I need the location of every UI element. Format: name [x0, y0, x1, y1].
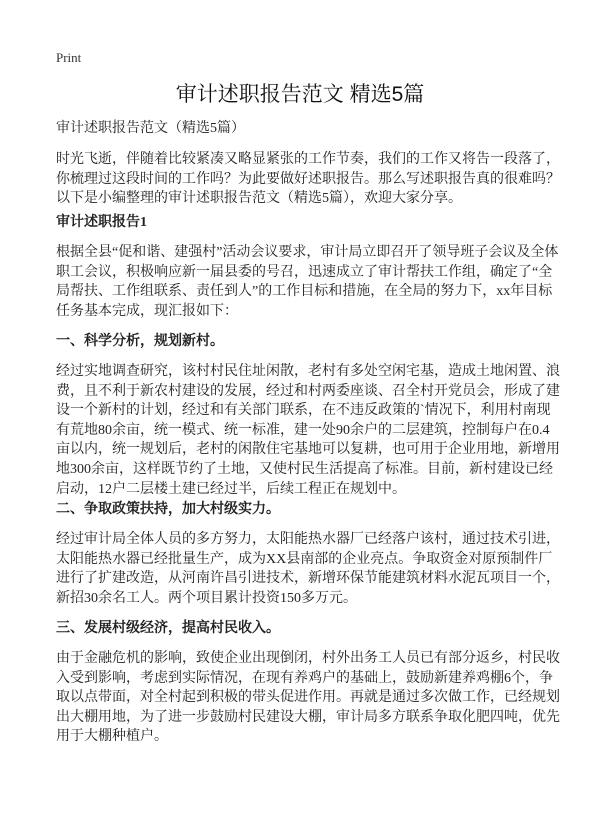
text-line: 进行了扩建改造，从河南许昌引进技术，新增环保节能建筑材料水泥瓦项目一个， [56, 571, 560, 587]
section-heading-1 [56, 332, 556, 352]
text-line: 亩以内，统一规划后，老村的闲散住宅基地可以复耕，也可用于企业用地，新增用 [56, 442, 560, 458]
paragraph-2 [56, 362, 560, 499]
text-line: 太阳能热水器已经批量生产，成为XX县南部的企业亮点。争取资金对原预制件厂 [56, 551, 553, 567]
report-heading-text: 审计述职报告1 [56, 215, 147, 230]
paragraph-3 [56, 530, 560, 608]
text-line: 费，且不利于新农村建设的发展，经过和村两委座谈、召全村开党员会，形成了建 [56, 383, 560, 399]
text-line: 设一个新村的计划，经过和有关部门联系，在不违反政策的`情况下，利用村南现 [56, 403, 551, 419]
paragraph-1 [56, 243, 559, 321]
section-heading-3 [56, 619, 556, 639]
text-line: 入受到影响，考虑到实际情况，在现有养鸡户的基础上，鼓励新建养鸡棚6个，争 [56, 670, 553, 686]
report-heading [56, 213, 556, 233]
intro-paragraph [56, 150, 560, 209]
section-heading-2 [56, 500, 556, 520]
text-line: 由于金融危机的影响，致使企业出现倒闭，村外出务工人员已有部分返乡，村民收 [56, 651, 560, 666]
text-line: 出大棚用地，为了进一步鼓励村民建设大棚，审计局多方联系争取化肥四吨，优先 [56, 709, 560, 725]
section-heading-text: 二、争取政策扶持，加大村级实力。 [56, 502, 280, 517]
section-heading-text: 三、发展村级经济，提高村民收入。 [56, 621, 280, 636]
text-line: 局帮扶、工作组联系、责任到人”的工作目标和措施，在全局的努力下，xx年目标 [56, 284, 553, 300]
text-line: 任务基本完成，现汇报如下： [56, 303, 238, 319]
text-line: 你梳理过这段时间的工作吗？为此要做好述职报告。那么写述职报告真的很难吗？ [56, 171, 560, 187]
text-line: 时光飞逝，伴随着比较紧凑又略显紧张的工作节奏，我们的工作又将告一段落了， [56, 152, 560, 167]
text-line: 经过实地调查研究，该村村民住址闲散，老村有多处空闲宅基，造成土地闲置、浪 [56, 364, 560, 379]
text-line: 经过审计局全体人员的多方努力，太阳能热水器厂已经落户该村，通过技术引进， [56, 532, 560, 547]
text-line: 启动，12户二层楼土建已经过半，后续工程正在规划中。 [56, 481, 406, 497]
subtitle [56, 119, 556, 139]
text-line: 新招30余名工人。两个项目累计投资150多万元。 [56, 590, 357, 606]
print-link[interactable]: Print [56, 50, 82, 65]
subtitle-text: 审计述职报告范文（精选5篇） [56, 121, 245, 136]
text-line: 根据全县“促和谐、建强村”活动会议要求，审计局立即召开了领导班子会议及全体 [56, 245, 559, 260]
text-line: 以下是小编整理的审计述职报告范文（精选5篇），欢迎大家分享。 [56, 191, 462, 207]
text-line: 取以点带面，对全村起到积极的带头促进作用。再就是通过多次做工作，已经规划 [56, 690, 560, 706]
text-line: 职工会议，积极响应新一届县委的号召，迅速成立了审计帮扶工作组，确定了“全 [56, 264, 553, 280]
paragraph-4 [56, 649, 560, 747]
text-line: 用于大棚种植户。 [56, 729, 168, 745]
text-line: 有荒地80余亩，统一模式、统一标准，建一处90余户的二层建筑，控制每户在0.4 [56, 422, 550, 438]
text-line: 地300余亩，这样既节约了土地，又使村民生活提高了标准。目前，新村建设已经 [56, 461, 553, 477]
page-title: 审计述职报告范文 精选5篇 [175, 83, 425, 106]
section-heading-text: 一、科学分析，规划新村。 [56, 334, 224, 349]
